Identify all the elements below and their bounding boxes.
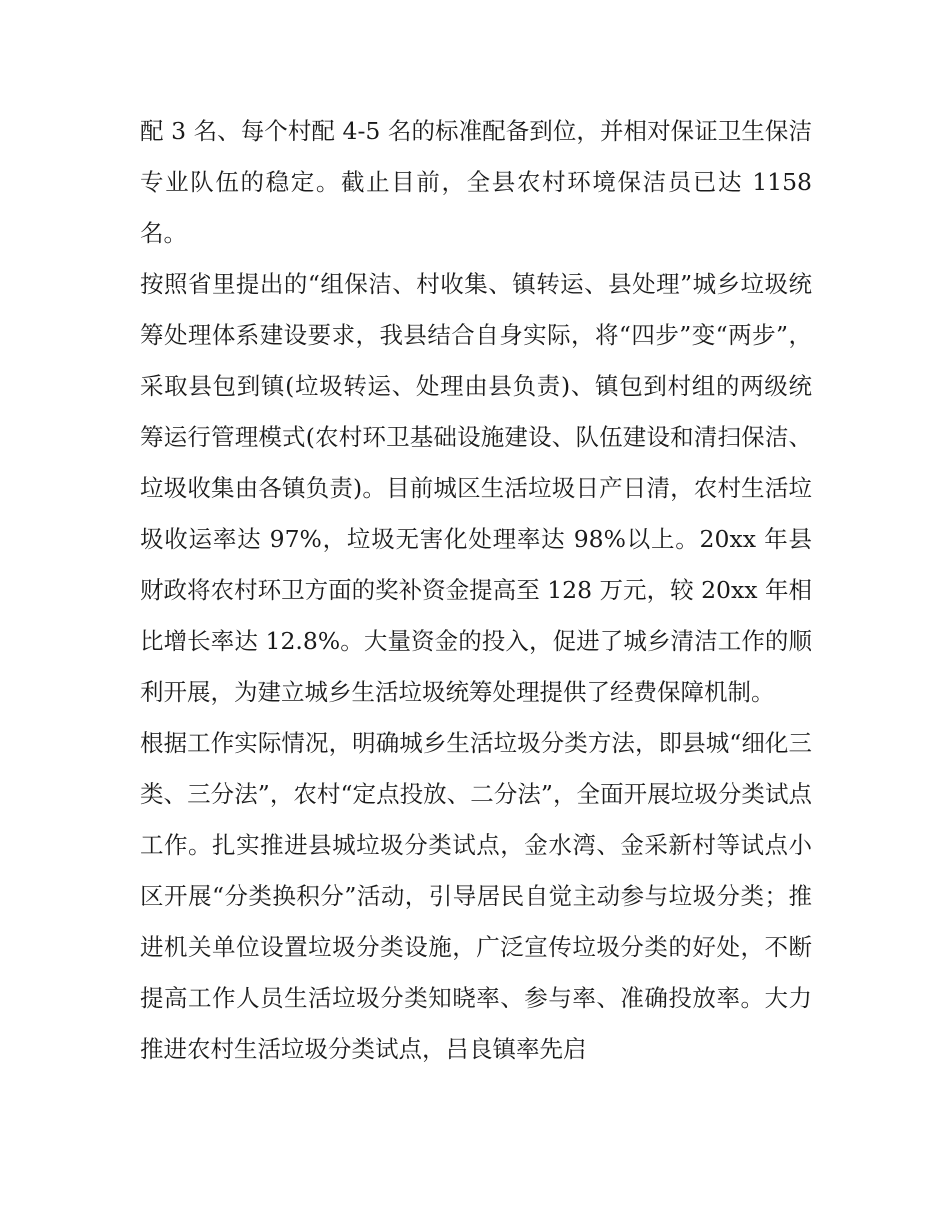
paragraph-1: 配 3 名、每个村配 4-5 名的标准配备到位，并相对保证卫生保洁专业队伍的稳定。截止目前，全县农村环境保洁员已达 1158 名。 (140, 117, 812, 247)
document-body (140, 106, 812, 1075)
paragraph-2: 按照省里提出的“组保洁、村收集、镇转运、县处理”城乡垃圾统筹处理体系建设要求，我县结合自身实际，将“四步”变“两步”，采取县包到镇(垃圾转运、处理由县负责)、镇包到村组的两级统筹运行管理模式(农村环卫基础设施建设、队伍建设和清扫保洁、垃圾收集由各镇负责)。目前城区生活垃圾日产日清，农村生活垃圾收运率达 97%，垃圾无害化处理率达 98%以上。20xx 年县财政将农村环卫方面的奖补资金提高至 128 万元，较 20xx 年相比增长率达 12.8%。大量资金的投入，促进了城乡清洁工作的顺利开展，为建立城乡生活垃圾统筹处理提供了经费保障机制。 (140, 270, 812, 706)
paragraph-3: 根据工作实际情况，明确城乡生活垃圾分类方法，即县城“细化三类、三分法”，农村“定点投放、二分法”，全面开展垃圾分类试点工作。扎实推进县城垃圾分类试点，金水湾、金采新村等试点小区开展“分类换积分”活动，引导居民自觉主动参与垃圾分类；推进机关单位设置垃圾分类设施，广泛宣传垃圾分类的好处，不断提高工作人员生活垃圾分类知晓率、参与率、准确投放率。大力推进农村生活垃圾分类试点，吕良镇率先启 (140, 729, 812, 1063)
